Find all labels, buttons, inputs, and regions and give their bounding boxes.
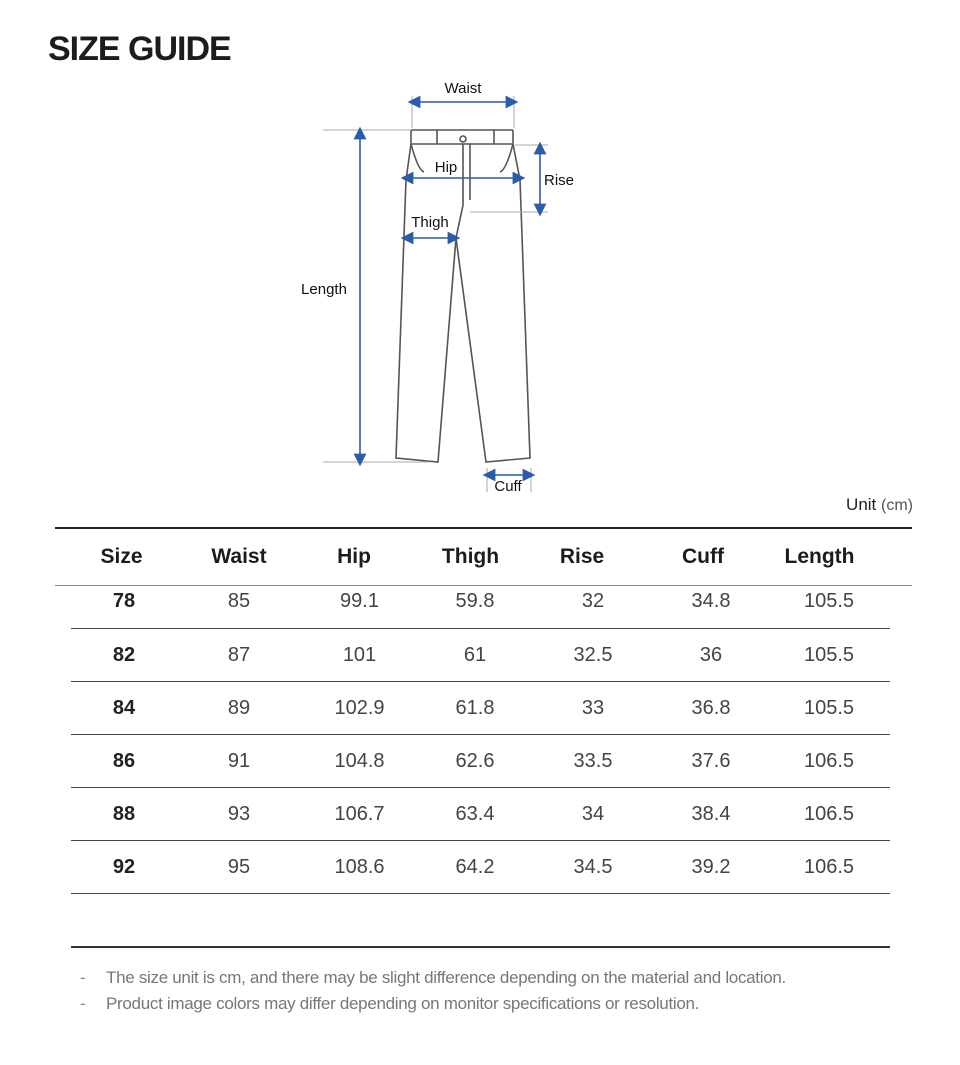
cell-thigh: 59.8 (455, 590, 495, 612)
measure-arrows (360, 102, 540, 475)
cell-hip: 108.6 (334, 855, 385, 878)
header-length: Length (784, 545, 855, 568)
header-hip: Hip (337, 545, 371, 568)
table-row (71, 735, 890, 788)
header-size: Size (100, 545, 143, 568)
cuff-label: Cuff (494, 478, 522, 495)
cell-thigh: 61.8 (455, 696, 495, 719)
header-thigh: Thigh (441, 545, 500, 568)
cell-hip: 106.7 (334, 802, 385, 825)
cell-length: 105.5 (803, 590, 855, 612)
thigh-label: Thigh (411, 214, 449, 231)
cell-rise: 34.5 (573, 855, 613, 878)
cell-cuff: 37.6 (691, 749, 731, 772)
cell-size: 92 (112, 855, 136, 878)
cell-rise: 32 (581, 590, 605, 612)
unit-value: (cm) (881, 497, 913, 514)
cell-hip: 104.8 (334, 749, 385, 772)
note-item: - The size unit is cm, and there may be slight difference depending on the material and location. (80, 968, 786, 987)
length-label: Length (301, 281, 347, 298)
cell-length: 106.5 (803, 802, 855, 825)
cell-size: 84 (112, 696, 136, 719)
header-cuff: Cuff (682, 545, 724, 568)
cell-waist: 85 (227, 590, 251, 612)
table-row (71, 586, 890, 629)
size-table (55, 527, 912, 948)
cell-length: 105.5 (803, 643, 855, 666)
cell-cuff: 36 (699, 643, 723, 666)
table-row (71, 788, 890, 841)
cell-hip: 99.1 (340, 590, 379, 612)
cell-waist: 87 (227, 643, 251, 666)
note-text: The size unit is cm, and there may be slight difference depending on the material and location. (106, 968, 786, 987)
cell-length: 106.5 (803, 749, 855, 772)
table-row (71, 841, 890, 894)
cell-thigh: 62.6 (455, 749, 495, 772)
waist-label: Waist (444, 80, 482, 97)
table-header (55, 527, 912, 586)
hip-label: Hip (434, 159, 458, 176)
cell-cuff: 34.8 (691, 590, 731, 612)
cell-cuff: 38.4 (691, 802, 731, 825)
table-row (71, 682, 890, 735)
cell-cuff: 39.2 (691, 855, 731, 878)
note-text: Product image colors may differ depending on monitor specifications or resolution. (106, 994, 700, 1013)
cell-length: 106.5 (803, 855, 855, 878)
header-waist: Waist (211, 545, 267, 568)
cell-cuff: 36.8 (691, 696, 731, 719)
cell-rise: 32.5 (573, 643, 613, 666)
cell-waist: 91 (227, 749, 251, 772)
unit-text: Unit (846, 495, 877, 514)
cell-size: 86 (112, 749, 136, 772)
page-title: SIZE GUIDE (48, 30, 231, 68)
rise-label: Rise (544, 172, 575, 189)
cell-thigh: 63.4 (455, 802, 495, 825)
unit-label (846, 495, 913, 515)
cell-size: 82 (112, 643, 136, 666)
cell-thigh: 64.2 (455, 855, 495, 878)
pants-outline (396, 130, 530, 462)
cell-thigh: 61 (463, 643, 487, 666)
cell-hip: 102.9 (334, 696, 385, 719)
notes (80, 965, 786, 1017)
cell-rise: 34 (581, 802, 605, 825)
cell-size: 88 (112, 802, 136, 825)
cell-waist: 95 (227, 855, 251, 878)
cell-size: 78 (112, 590, 136, 612)
cell-rise: 33 (581, 696, 605, 719)
note-item: - Product image colors may differ depending on monitor specifications or resolution. (80, 994, 700, 1013)
table-bottom-rule (71, 894, 890, 948)
header-rise: Rise (559, 545, 605, 568)
table-body (71, 586, 890, 894)
table-row (71, 629, 890, 682)
cell-waist: 93 (227, 802, 251, 825)
cell-waist: 89 (227, 696, 251, 719)
pants-diagram (0, 0, 960, 520)
cell-hip: 101 (342, 643, 377, 666)
cell-length: 105.5 (803, 696, 855, 719)
cell-rise: 33.5 (573, 749, 613, 772)
